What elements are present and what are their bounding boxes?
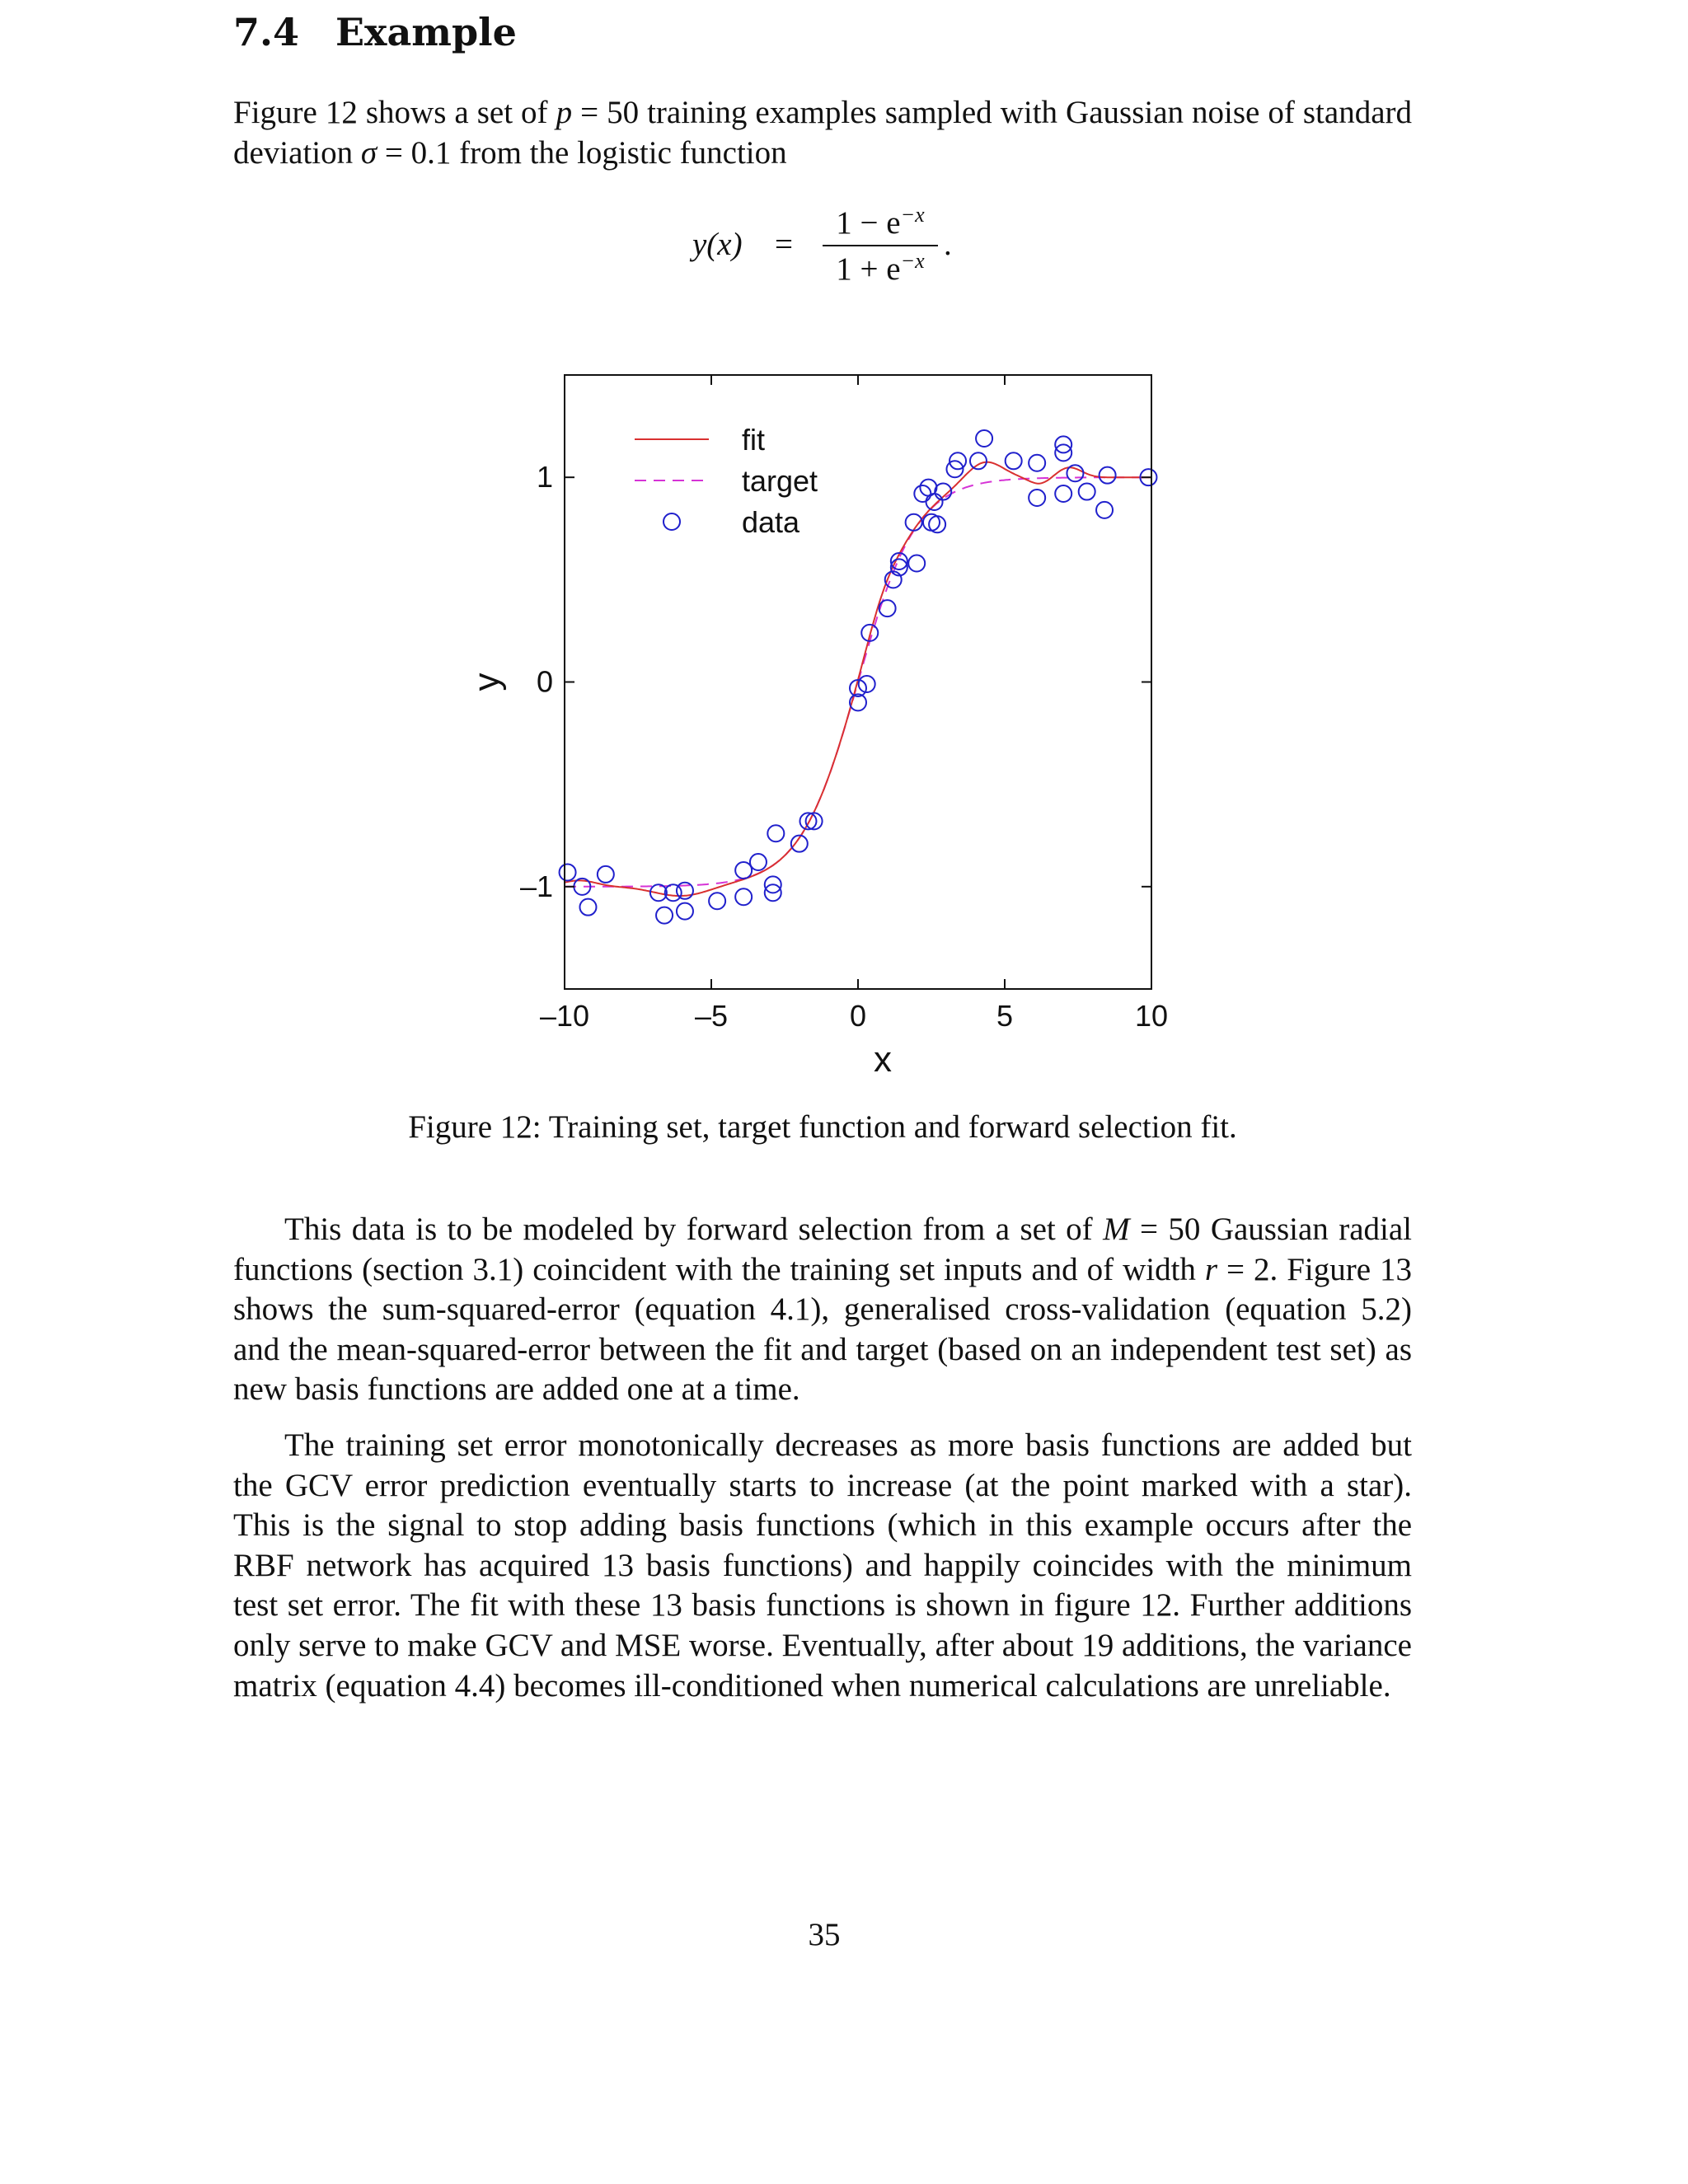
legend-label-fit: fit [742,423,766,457]
data-point [1067,465,1083,481]
denominator-exponent: −x [900,249,925,273]
data-point [1006,452,1022,469]
intro-p-variable: p [556,95,573,130]
x-axis-label: x [874,1039,892,1080]
section-title: Example [335,10,517,54]
para2-text-1: This data is to be modeled by forward selection from a set of [284,1212,1104,1247]
para2-text-2: = 50 Gaussian radial functions (section 3.1) coincident with the training set inputs and of width [233,1212,1412,1287]
data-point [1096,502,1113,518]
equation-numerator [823,203,938,241]
y-tick-label: –1 [519,869,553,903]
equation-period: . [944,227,952,262]
numerator-base: 1 − e [836,205,901,241]
x-tick-label: –5 [694,999,729,1033]
data-point [976,430,992,447]
data-point [926,494,943,510]
intro-paragraph [233,93,1412,173]
data-point [767,825,784,841]
numerator-exponent: −x [900,203,925,227]
body-paragraph-2 [233,1210,1412,1410]
legend-label-target: target [742,464,818,498]
para2-text-3: = 2. Figure 13 shows the sum-squared-error (equation 4.1), generalised cross-validation (equation 5.2) and the mean-squared-error between the fit and target (based on an independent test set) as new basis functions are added one at a time. [233,1251,1412,1408]
data-point [750,854,767,870]
legend [635,423,818,539]
figure-12 [462,363,1203,1088]
x-tick-label: 0 [849,999,867,1033]
x-tick-label: 5 [996,999,1014,1033]
y-tick-label: 1 [536,460,553,494]
data-point [560,864,576,880]
y-tick-label: 0 [536,664,553,699]
section-heading [233,10,517,54]
data-point [879,600,896,616]
legend-data-swatch [663,513,680,530]
equation-equals: = [775,227,793,262]
denominator-base: 1 + e [836,251,901,287]
data-point [1029,490,1045,506]
scatter-chart [462,363,1203,1088]
plot-layer [560,430,1157,924]
data-point [579,899,596,916]
intro-text-2: = 50 training examples sampled with Gaussian noise of standard deviation [233,95,1412,171]
intro-text-3: = 0.1 from the logistic function [377,134,787,171]
x-tick-label: –10 [539,999,590,1033]
data-point [735,862,752,879]
legend-label-data: data [742,505,800,539]
data-point [677,903,693,920]
data-point [1055,485,1071,502]
intro-sigma-symbol: σ [360,134,377,171]
fit-curve [565,462,1151,896]
y-axis-label: y [467,673,507,691]
figure-caption: Figure 12: Training set, target function and forward selection fit. [408,1109,1237,1145]
data-point [970,452,987,469]
body-paragraph-3: The training set error monotonically decreases as more basis functions are added but the GCV error prediction eventually starts to increase (at the point marked with a star). This is the signal to stop adding basis functions (which in this example occurs after the RBF network has acquired 13 basis functions) and happily coincides with the minimum test set error. The fit with these 13 basis functions is shown in figure 12. Further additions only serve to make GCV and MSE worse. Eventually, after about 19 additions, the variance matrix (equation 4.4) becomes ill-conditioned when numerical calculations are unreliable. [233,1427,1412,1704]
data-point [908,555,925,571]
data-point [709,893,725,909]
data-point [1029,455,1045,471]
para2-r-variable: r [1204,1251,1218,1287]
data-point [656,907,673,924]
para2-M-variable: M [1103,1212,1130,1247]
page-number: 35 [808,1917,841,1952]
data-point [1079,484,1095,500]
data-point [598,866,614,883]
section-number: 7.4 [233,10,300,54]
intro-text-1: Figure 12 shows a set of [233,95,556,130]
data-point [1100,467,1116,484]
data-point [929,516,945,532]
equation-denominator [823,249,938,288]
data-point [735,888,752,905]
equation-lhs: y(x) [692,227,743,262]
logistic-equation [692,198,973,288]
fraction-bar [823,245,938,246]
x-tick-label: 10 [1134,999,1169,1033]
